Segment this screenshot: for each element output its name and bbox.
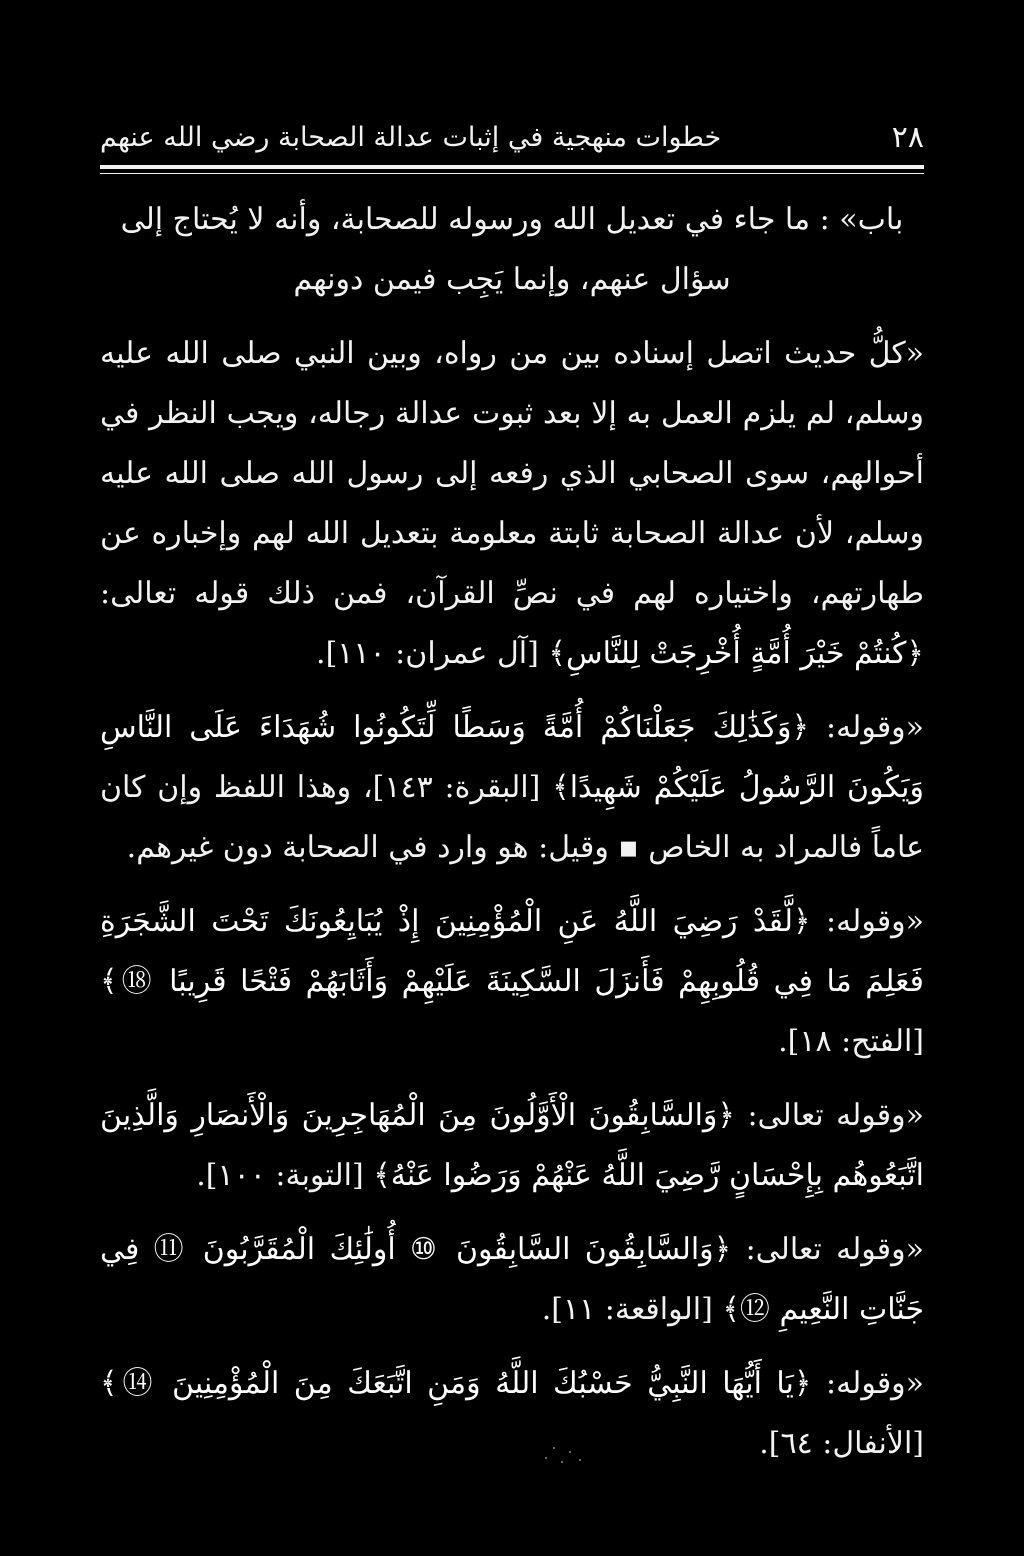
- paragraph-fath-intro: «وقوله:: [825, 904, 924, 939]
- verse-ref-fath: [الفتح: ١٨].: [778, 1024, 924, 1059]
- paragraph-baqarah-rest: وهذا اللفظ وإن كان عاماً فالمراد به الخاص ▪ وقيل: هو وارد في الصحابة دون غيرهم.: [100, 770, 924, 865]
- header-title: خطوات منهجية في إثبات عدالة الصحابة رضي الله عنهم: [100, 121, 722, 153]
- quran-verse-baqarah: ﴿وَكَذَٰلِكَ جَعَلْنَاكُمْ أُمَّةً وَسَطًا لِّتَكُونُوا شُهَدَاءَ عَلَى النَّاسِ وَيَكُونَ الرَّسُولُ عَلَيْكُمْ شَهِيدًا﴾: [100, 710, 924, 805]
- verse-ref-baqarah: [البقرة: ١٤٣]،: [362, 770, 541, 805]
- chapter-heading-line-2: سؤال عنهم، وإنما يَجِب فيمن دونهم: [293, 262, 731, 297]
- quran-verse-al-imran: ﴿كُنتُمْ خَيْرَ أُمَّةٍ أُخْرِجَتْ لِلنَّاسِ﴾: [548, 636, 924, 671]
- paragraph-baqarah: [100, 698, 924, 878]
- verse-ref-al-imran: [آل عمران: ١١٠].: [316, 636, 539, 671]
- scan-specks: [540, 1440, 590, 1470]
- verse-ref-anfal: [الأنفال: ٦٤].: [759, 1426, 924, 1461]
- paragraph-fath: [100, 892, 924, 1072]
- paragraph-waqiah-intro: «وقوله تعالى:: [745, 1232, 924, 1267]
- paragraph-waqiah: [100, 1220, 924, 1340]
- header-rule-thin: [100, 173, 924, 174]
- paragraph-main-text: «كلُّ حديث اتصل إسناده بين من رواه، وبين النبي صلى الله عليه وسلم، لم يلزم العمل به إلا بعد ثبوت عدالة رجاله، ويجب النظر في أحوالهم، سوى الصحابي الذي رفعه إلى رسول الله صلى الله عليه وسلم، لأن عدالة الصحابة ثابتة معلومة بتعديل الله لهم وإخباره عن طهارتهم، واختياره لهم في نصِّ القرآن، فمن ذلك قوله تعالى:: [100, 336, 924, 611]
- header-rule-thick: [100, 165, 924, 169]
- running-header: [100, 112, 924, 162]
- quran-verse-fath: ﴿لَّقَدْ رَضِيَ اللَّهُ عَنِ الْمُؤْمِنِينَ إِذْ يُبَايِعُونَكَ تَحْتَ الشَّجَرَةِ فَعَلِمَ مَا فِي قُلُوبِهِمْ فَأَنزَلَ السَّكِينَةَ عَلَيْهِمْ وَأَثَابَهُمْ فَتْحًا قَرِيبًا ⑱﴾: [100, 904, 924, 999]
- quran-verse-anfal: ﴿يَا أَيُّهَا النَّبِيُّ حَسْبُكَ اللَّهُ وَمَنِ اتَّبَعَكَ مِنَ الْمُؤْمِنِينَ ⑭﴾: [100, 1366, 812, 1401]
- chapter-heading: [100, 190, 924, 310]
- verse-ref-waqiah: [الواقعة: ١١].: [541, 1292, 713, 1327]
- paragraph-anfal-intro: «وقوله:: [825, 1366, 924, 1401]
- body-text: [100, 190, 924, 1488]
- paragraph-tawbah-intro: «وقوله تعالى:: [747, 1098, 924, 1133]
- page-number: ٢٨: [891, 119, 924, 155]
- paragraph-anfal: [100, 1354, 924, 1474]
- verse-ref-tawbah: [التوبة: ١٠٠].: [196, 1158, 364, 1193]
- chapter-heading-line-1: باب» : ما جاء في تعديل الله ورسوله للصحابة، وأنه لا يُحتاج إلى: [120, 202, 904, 237]
- quran-verse-waqiah: ﴿وَالسَّابِقُونَ السَّابِقُونَ ⑩ أُولَٰئِكَ الْمُقَرَّبُونَ ⑪ فِي جَنَّاتِ النَّعِيمِ ⑫﴾: [100, 1232, 924, 1327]
- paragraph-tawbah: [100, 1086, 924, 1206]
- paragraph-main: [100, 324, 924, 684]
- quran-verse-tawbah: ﴿وَالسَّابِقُونَ الْأَوَّلُونَ مِنَ الْمُهَاجِرِينَ وَالْأَنصَارِ وَالَّذِينَ اتَّبَعُوهُم بِإِحْسَانٍ رَّضِيَ اللَّهُ عَنْهُمْ وَرَضُوا عَنْهُ﴾: [100, 1098, 924, 1193]
- paragraph-baqarah-intro: «وقوله:: [825, 710, 924, 745]
